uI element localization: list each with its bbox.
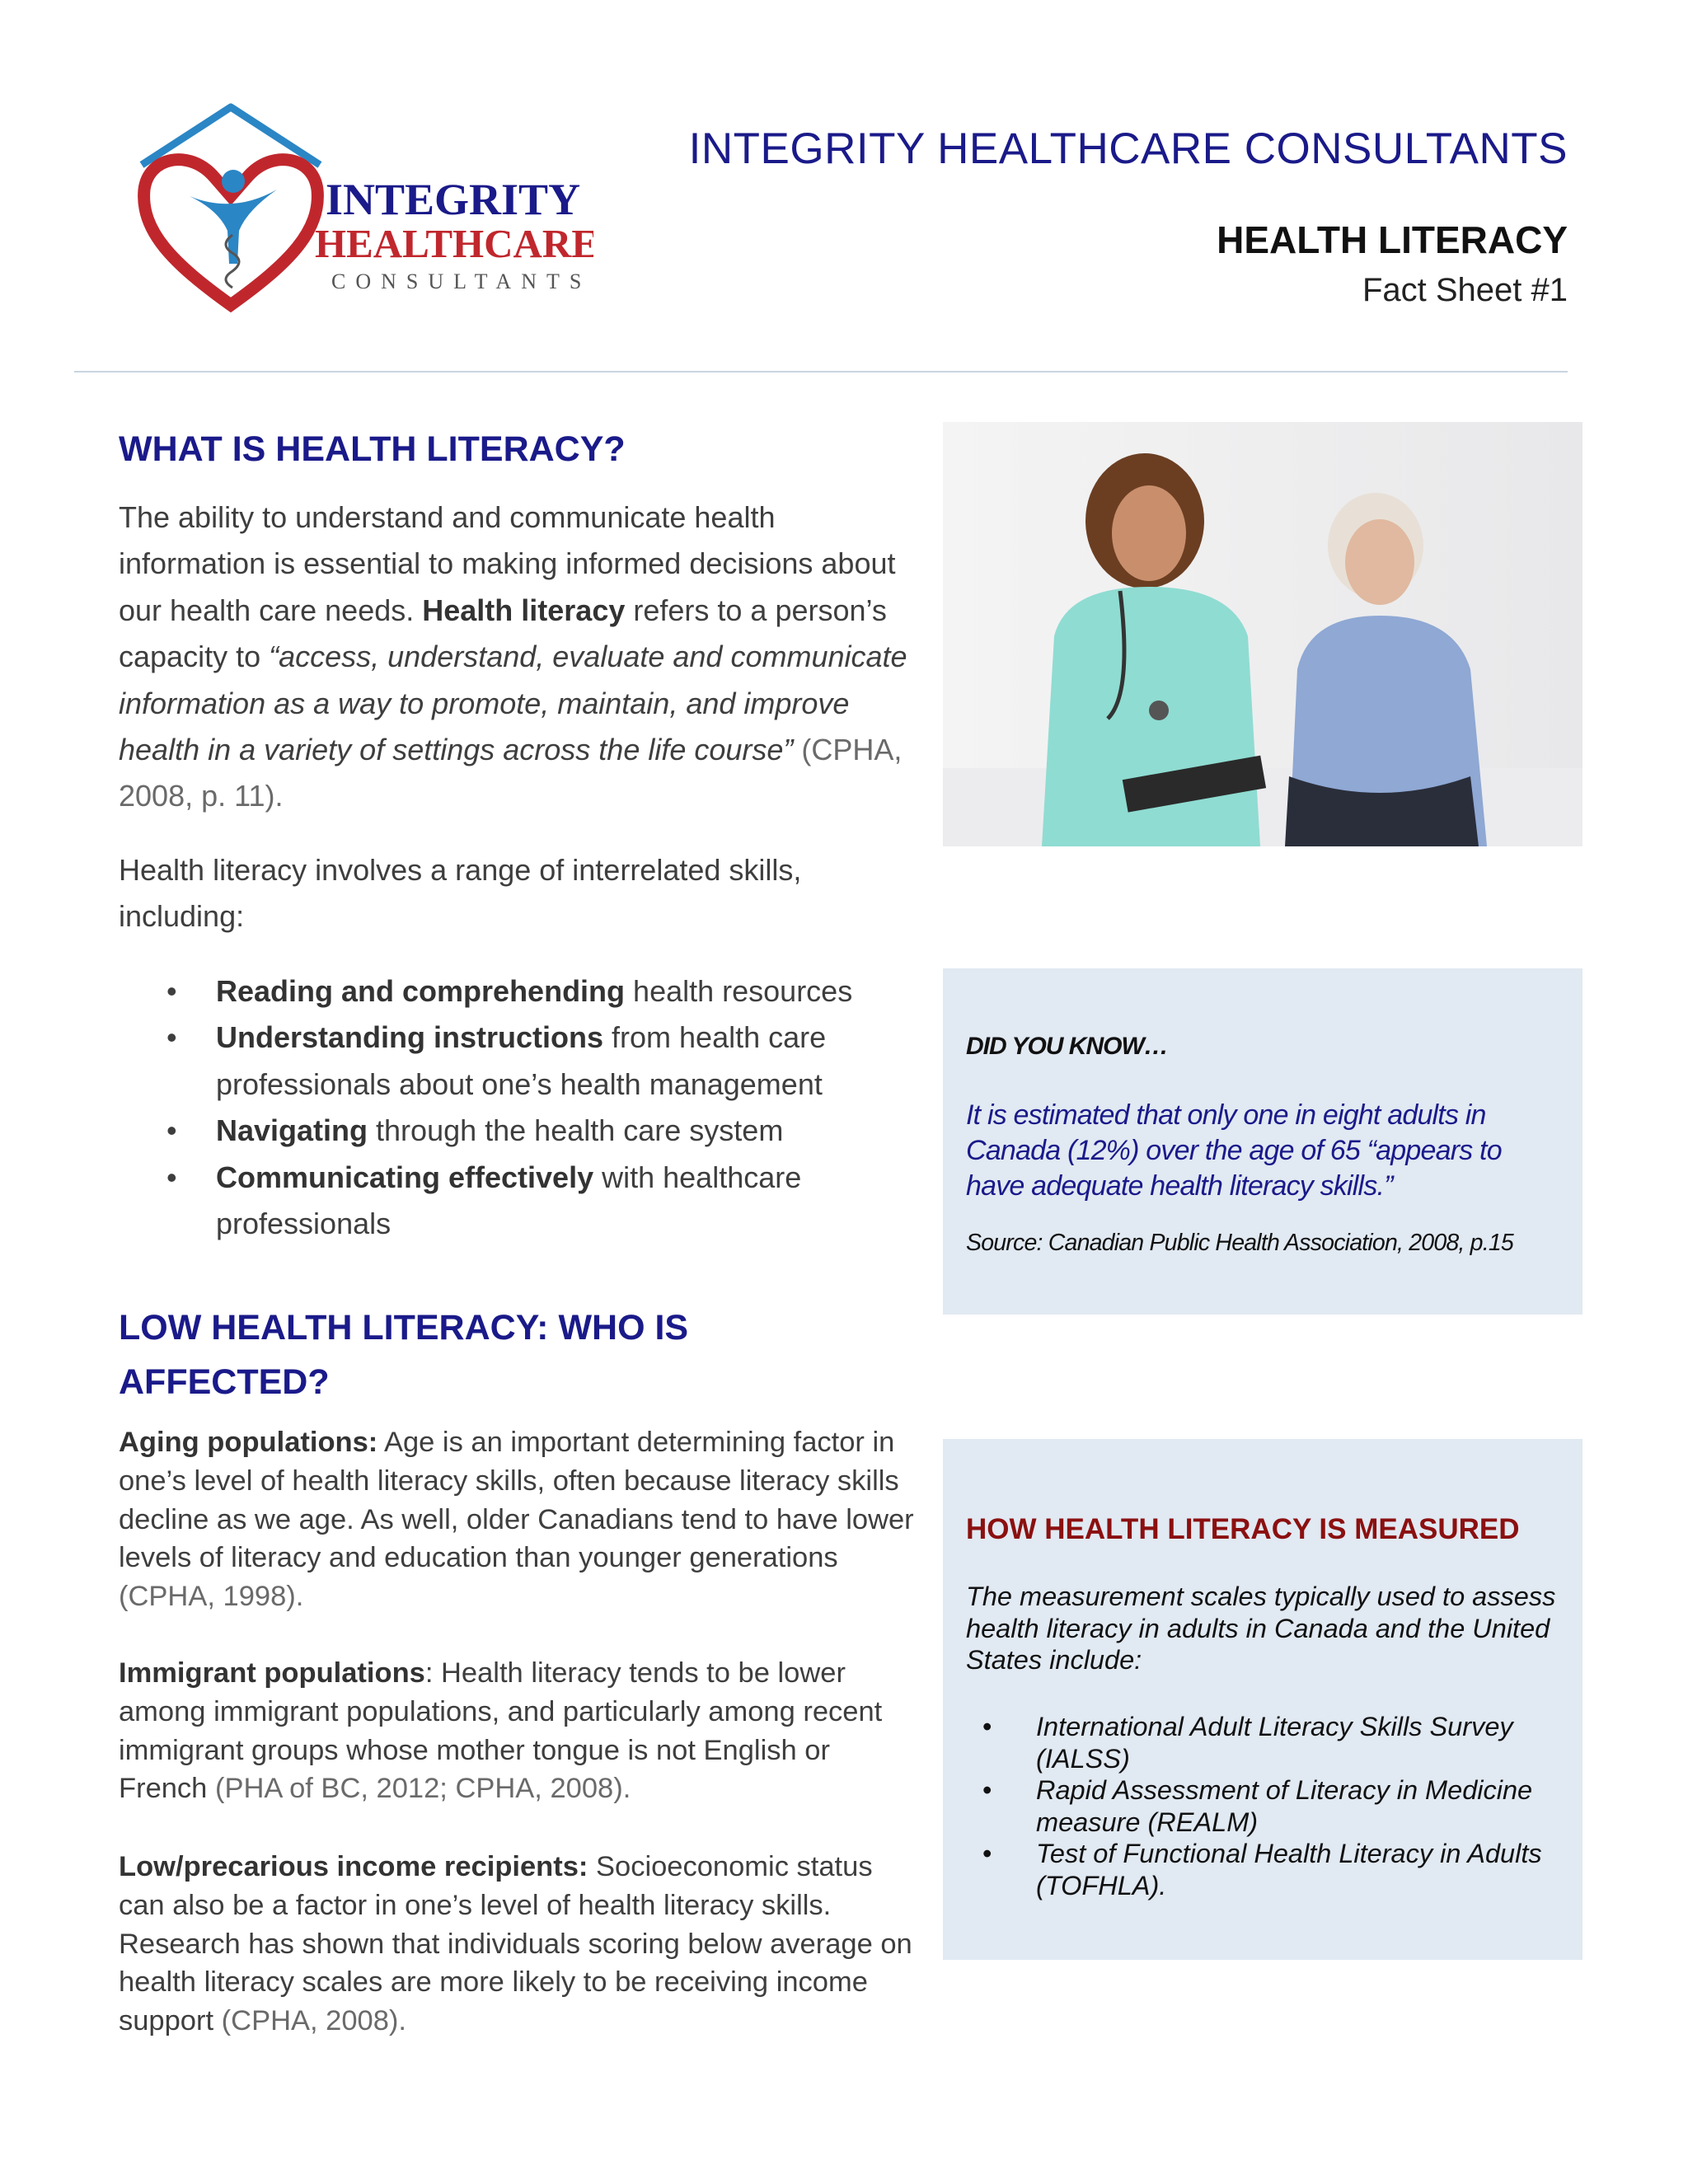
- list-item: • Communicating effectively with healthcare professionals: [166, 1160, 802, 1241]
- measurement-intro: The measurement scales typically used to assess health literacy in adults in Canada and the United States include:: [966, 1582, 1556, 1675]
- measurement-heading: HOW HEALTH LITERACY IS MEASURED: [966, 1513, 1520, 1545]
- aging-populations-paragraph: Aging populations: Age is an important determining factor in one’s level of health literacy skills, often because literacy skills decline as we age. As well, older Canadians tend to have lower levels of literacy and education than younger generations (CPHA, 1998).: [119, 1427, 914, 1613]
- svg-text:HEALTHCARE: HEALTHCARE: [315, 221, 593, 266]
- fact-sheet-number: Fact Sheet #1: [1362, 272, 1568, 308]
- list-item: • International Adult Literacy Skills Survey (IALSS): [982, 1712, 1513, 1774]
- fact-sheet-title: HEALTH LITERACY: [1217, 218, 1568, 261]
- did-you-know-heading: DID YOU KNOW…: [966, 1033, 1168, 1060]
- immigrant-populations-paragraph: Immigrant populations: Health literacy tends to be lower among immigrant populations, and particularly among recent immigrant groups whose mother tongue is not English or French (PHA of BC, 2012; CPHA, 2008).: [119, 1657, 883, 1805]
- heart-house-logo-icon: [124, 99, 593, 321]
- photo-illustration-icon: [943, 422, 1582, 846]
- list-item: • Reading and comprehending health resources: [166, 974, 853, 1008]
- nurse-with-senior-photo: [943, 422, 1582, 846]
- company-logo: [124, 99, 593, 321]
- organization-name: INTEGRITY HEALTHCARE CONSULTANTS: [688, 124, 1568, 173]
- low-income-paragraph: Low/precarious income recipients: Socioeconomic status can also be a factor in one’s level of health literacy skills. Research has shown that individuals scoring below average on health literacy scales are more likely to be receiving income support (CPHA, 2008).: [119, 1851, 912, 2037]
- measurement-scales-list: [966, 1711, 1564, 1901]
- list-item: • Understanding instructions from health care professionals about one’s health management: [166, 1020, 827, 1101]
- svg-text:CONSULTANTS: CONSULTANTS: [331, 269, 592, 293]
- header-divider: [74, 371, 1568, 373]
- definition-paragraph: The ability to understand and communicate health information is essential to making informed decisions about our health care needs. Health literacy refers to a person’s capacity to “access, understand, evaluate and communicate information as a way to promote, maintain, and improve health in a variety of settings across the life course” (CPHA, 2008, p. 11).: [119, 500, 907, 813]
- list-item: • Navigating through the health care system: [166, 1113, 784, 1148]
- svg-text:INTEGRITY: INTEGRITY: [326, 175, 581, 224]
- list-item: • Rapid Assessment of Literacy in Medicine measure (REALM): [982, 1775, 1533, 1837]
- measurement-callout: [943, 1439, 1582, 1960]
- did-you-know-callout: [943, 968, 1582, 1315]
- skills-list: [119, 968, 918, 1247]
- did-you-know-body: It is estimated that only one in eight adults in Canada (12%) over the age of 65 “appears to have adequate health literacy skills.”: [966, 1099, 1502, 1202]
- did-you-know-source: Source: Canadian Public Health Association, 2008, p.15: [966, 1230, 1513, 1256]
- list-item: • Test of Functional Health Literacy in Adults (TOFHLA).: [982, 1839, 1542, 1900]
- section-heading-low-literacy: LOW HEALTH LITERACY: WHO IS AFFECTED?: [119, 1308, 689, 1402]
- section-heading-what-is: WHAT IS HEALTH LITERACY?: [119, 429, 626, 469]
- skills-intro-paragraph: Health literacy involves a range of interrelated skills, including:: [119, 853, 802, 934]
